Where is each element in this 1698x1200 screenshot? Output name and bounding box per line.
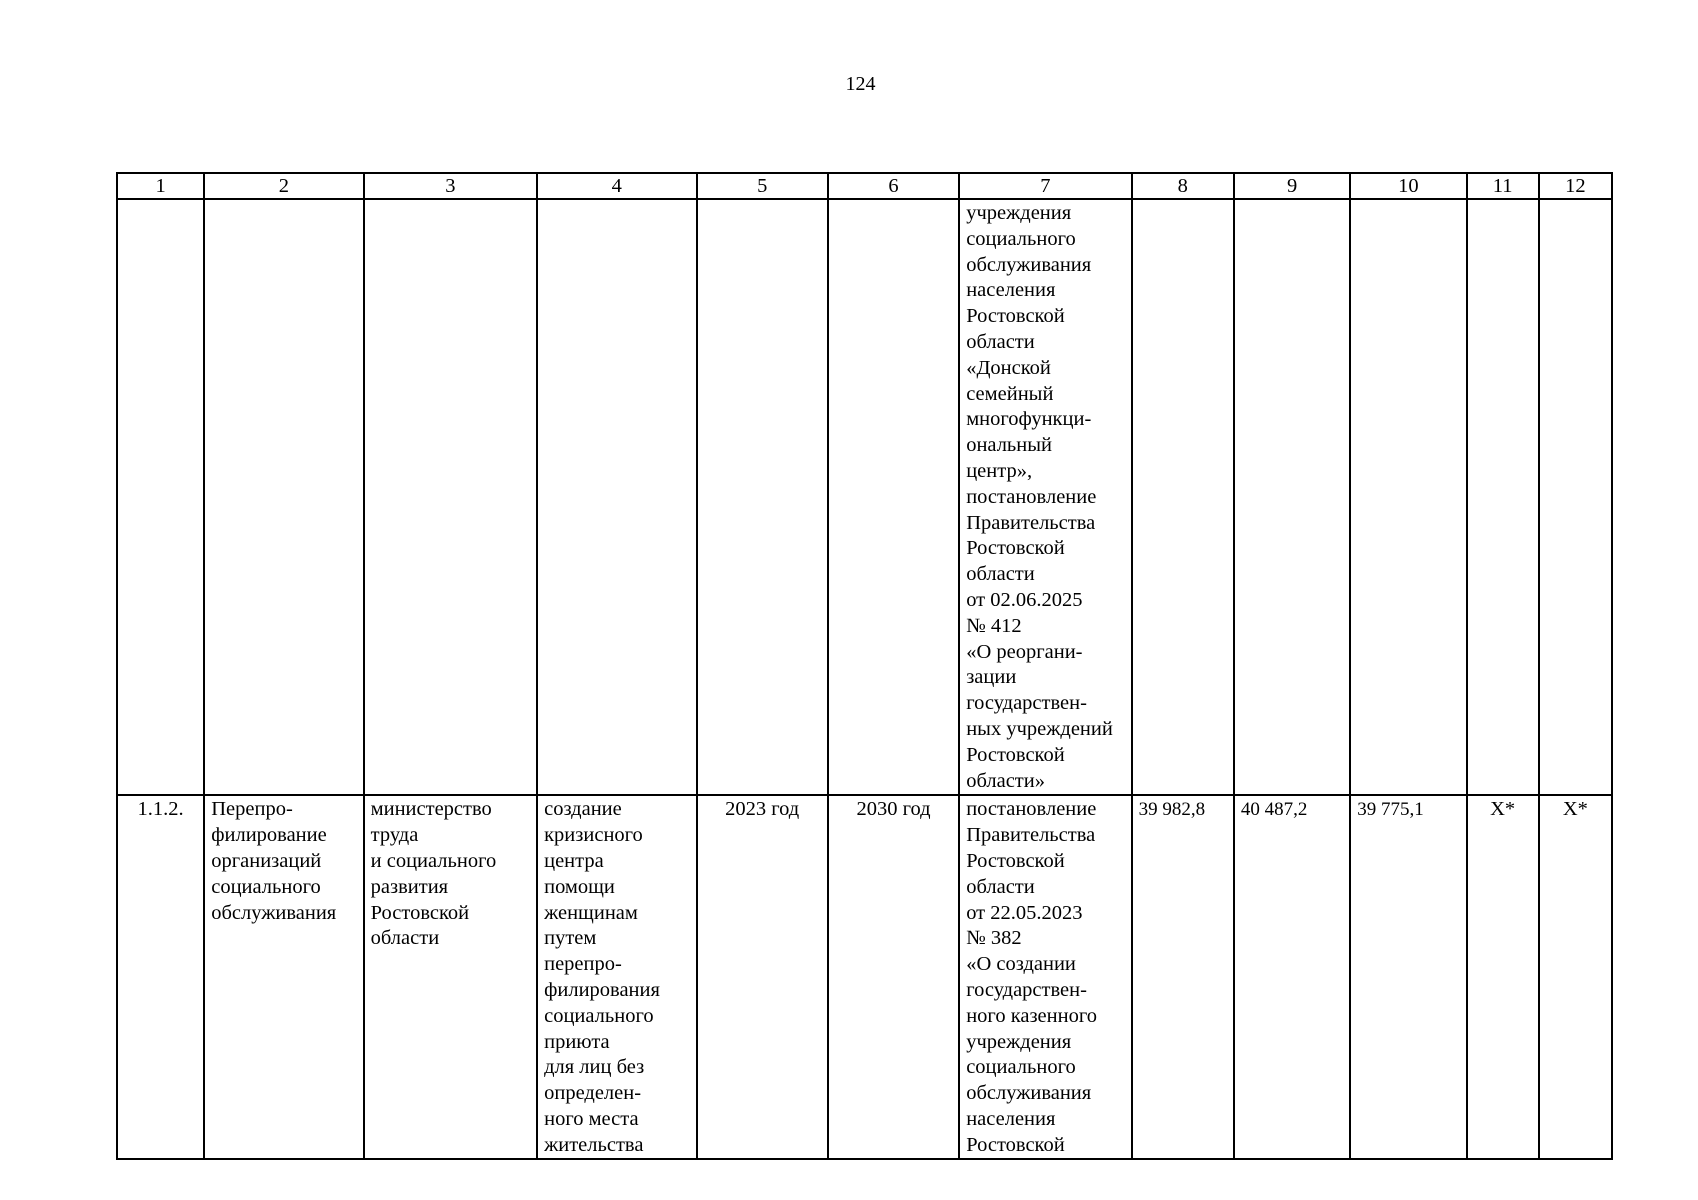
measures-table xyxy=(116,172,1613,1160)
cell-value-8: 39 982,8 xyxy=(1132,795,1234,1159)
cell-end-year: 2030 год xyxy=(828,795,959,1159)
cell-start-year xyxy=(697,199,828,795)
cell-end-year xyxy=(828,199,959,795)
column-header-11: 11 xyxy=(1467,173,1539,199)
column-header-8: 8 xyxy=(1132,173,1234,199)
column-header-10: 10 xyxy=(1350,173,1466,199)
cell-description xyxy=(537,199,696,795)
column-header-2: 2 xyxy=(204,173,363,199)
cell-value-11: X* xyxy=(1467,795,1539,1159)
cell-value-8 xyxy=(1132,199,1234,795)
cell-responsible xyxy=(364,199,537,795)
cell-value-9 xyxy=(1234,199,1350,795)
table-row-1-1-2 xyxy=(117,795,1612,1159)
cell-number: 1.1.2. xyxy=(117,795,204,1159)
cell-value-11 xyxy=(1467,199,1539,795)
column-header-4: 4 xyxy=(537,173,696,199)
column-header-12: 12 xyxy=(1539,173,1612,199)
header-row xyxy=(117,173,1612,199)
cell-legal-basis: учреждения социального обслуживания населения Ростовской области «Донской семейный многофункци- ональный центр», постановление Правительства Ростовской области от 02.06.2025 № 412 «О реоргани- зации государствен- ных учреждений Ростовской области» xyxy=(959,199,1131,795)
cell-value-12 xyxy=(1539,199,1612,795)
cell-measure-name xyxy=(204,199,363,795)
column-header-9: 9 xyxy=(1234,173,1350,199)
cell-number xyxy=(117,199,204,795)
cell-responsible: министерство труда и социального развития Ростовской области xyxy=(364,795,537,1159)
cell-description: создание кризисного центра помощи женщинам путем перепро- филирования социального приюта для лиц без определен- ного места жительства xyxy=(537,795,696,1159)
column-header-3: 3 xyxy=(364,173,537,199)
column-header-1: 1 xyxy=(117,173,204,199)
cell-value-9: 40 487,2 xyxy=(1234,795,1350,1159)
table-row-continuation xyxy=(117,199,1612,795)
cell-value-10 xyxy=(1350,199,1466,795)
column-header-7: 7 xyxy=(959,173,1131,199)
cell-value-10: 39 775,1 xyxy=(1350,795,1466,1159)
column-header-5: 5 xyxy=(697,173,828,199)
cell-measure-name: Перепро- филирование организаций социального обслуживания xyxy=(204,795,363,1159)
cell-value-12: X* xyxy=(1539,795,1612,1159)
column-header-6: 6 xyxy=(828,173,959,199)
cell-legal-basis: постановление Правительства Ростовской области от 22.05.2023 № 382 «О создании государствен- ного казенного учреждения социального обслуживания населения Ростовской xyxy=(959,795,1131,1159)
cell-start-year: 2023 год xyxy=(697,795,828,1159)
page-number: 124 xyxy=(845,73,876,95)
